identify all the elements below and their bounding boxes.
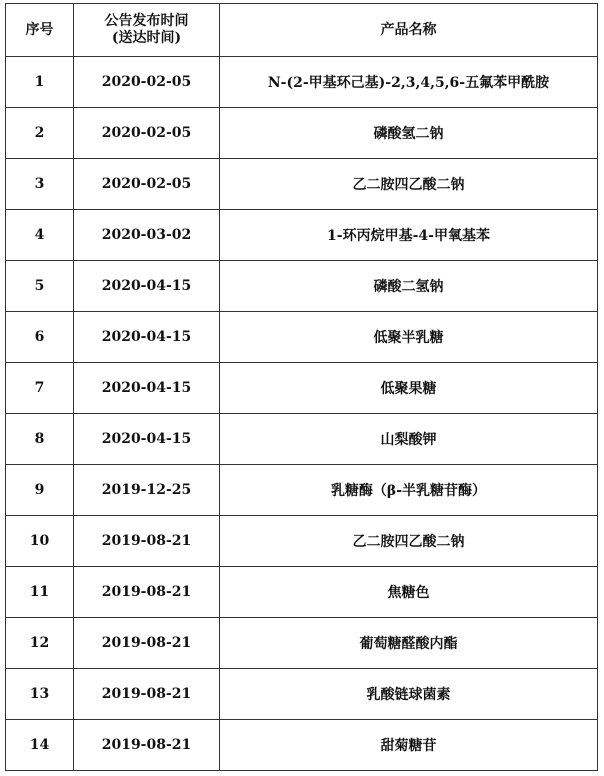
table-body — [6, 57, 598, 771]
row-date: 2019-08-21 — [74, 567, 220, 618]
row-product-name: 葡萄糖醛酸内酯 — [220, 618, 598, 669]
row-product-name: 甜菊糖苷 — [220, 720, 598, 771]
table-row — [6, 210, 598, 261]
row-product-name: 低聚果糖 — [220, 363, 598, 414]
table-row — [6, 108, 598, 159]
header-product-name: 产品名称 — [220, 4, 598, 57]
announcement-table — [5, 3, 598, 771]
row-index: 7 — [6, 363, 74, 414]
row-date: 2020-04-15 — [74, 261, 220, 312]
table-row — [6, 363, 598, 414]
header-date-line2: (送达时间) — [111, 30, 182, 46]
row-product-name: 1-环丙烷甲基-4-甲氧基苯 — [220, 210, 598, 261]
row-date: 2020-04-15 — [74, 414, 220, 465]
row-date: 2020-02-05 — [74, 159, 220, 210]
row-product-name: 低聚半乳糖 — [220, 312, 598, 363]
row-date: 2020-02-05 — [74, 57, 220, 108]
header-row — [6, 4, 598, 57]
row-index: 2 — [6, 108, 74, 159]
header-date-line1: 公告发布时间 — [104, 13, 189, 29]
row-date: 2020-02-05 — [74, 108, 220, 159]
table-row — [6, 414, 598, 465]
row-product-name: 磷酸氢二钠 — [220, 108, 598, 159]
row-date: 2019-08-21 — [74, 618, 220, 669]
row-product-name: 乳糖酶（β-半乳糖苷酶） — [220, 465, 598, 516]
table-header — [6, 4, 598, 57]
row-date: 2020-04-15 — [74, 312, 220, 363]
row-product-name: 山梨酸钾 — [220, 414, 598, 465]
row-index: 1 — [6, 57, 74, 108]
row-index: 4 — [6, 210, 74, 261]
header-index: 序号 — [6, 4, 74, 57]
table-row — [6, 567, 598, 618]
row-date: 2020-03-02 — [74, 210, 220, 261]
row-index: 6 — [6, 312, 74, 363]
table-row — [6, 516, 598, 567]
table-row — [6, 261, 598, 312]
table-row — [6, 57, 598, 108]
row-product-name: 磷酸二氢钠 — [220, 261, 598, 312]
row-index: 13 — [6, 669, 74, 720]
table-row — [6, 720, 598, 771]
row-index: 3 — [6, 159, 74, 210]
row-date: 2019-08-21 — [74, 516, 220, 567]
table-row — [6, 669, 598, 720]
row-date: 2019-08-21 — [74, 720, 220, 771]
row-product-name: 焦糖色 — [220, 567, 598, 618]
header-date — [74, 4, 220, 57]
row-index: 5 — [6, 261, 74, 312]
table-row — [6, 159, 598, 210]
row-index: 9 — [6, 465, 74, 516]
row-date: 2019-12-25 — [74, 465, 220, 516]
table-row — [6, 312, 598, 363]
row-index: 10 — [6, 516, 74, 567]
row-product-name: N-(2-甲基环己基)-2,3,4,5,6-五氟苯甲酰胺 — [220, 57, 598, 108]
row-date: 2020-04-15 — [74, 363, 220, 414]
row-index: 11 — [6, 567, 74, 618]
announcement-table-container — [5, 3, 597, 771]
table-row — [6, 618, 598, 669]
row-product-name: 乙二胺四乙酸二钠 — [220, 159, 598, 210]
row-index: 12 — [6, 618, 74, 669]
row-index: 8 — [6, 414, 74, 465]
row-date: 2019-08-21 — [74, 669, 220, 720]
table-row — [6, 465, 598, 516]
row-index: 14 — [6, 720, 74, 771]
row-product-name: 乳酸链球菌素 — [220, 669, 598, 720]
row-product-name: 乙二胺四乙酸二钠 — [220, 516, 598, 567]
